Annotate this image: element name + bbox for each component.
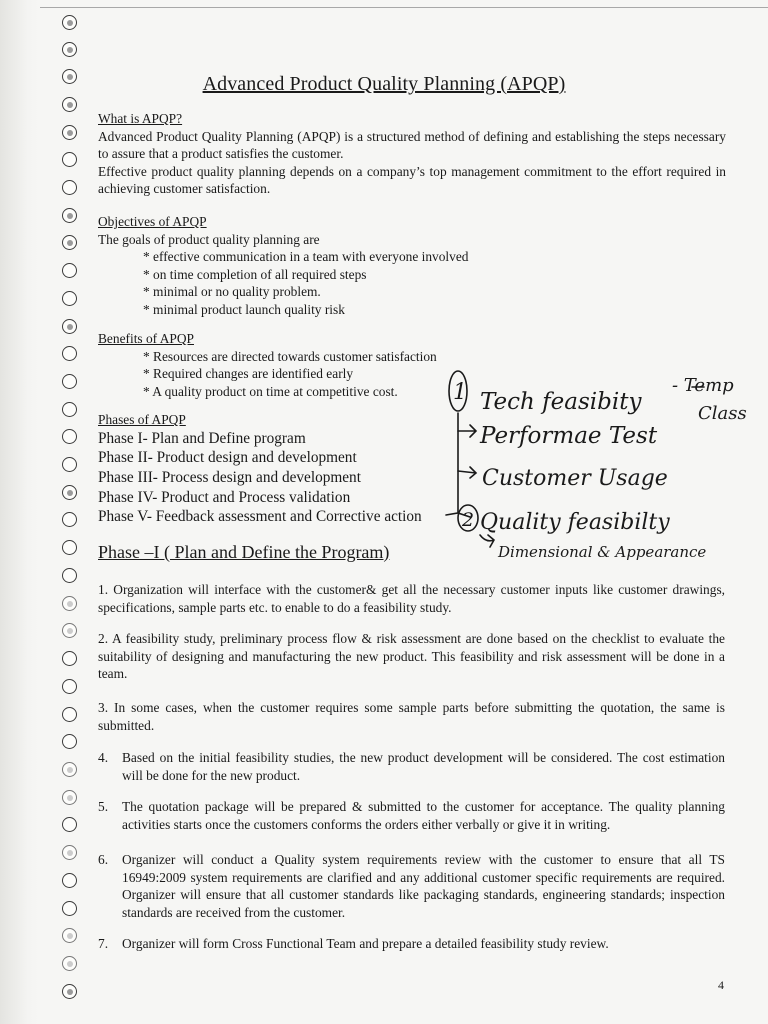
binder-hole	[62, 152, 77, 167]
binder-hole	[62, 707, 77, 722]
binder-hole	[62, 651, 77, 666]
binder-hole	[62, 263, 77, 278]
binder-hole	[62, 235, 77, 250]
what-paragraph-1: Advanced Product Quality Planning (APQP) is a structured method of defining and establishing the steps necessary to assure that a product satisfies the customer.	[98, 128, 726, 161]
item-number: 3.	[98, 700, 109, 715]
binder-hole	[62, 762, 77, 777]
item-text: A feasibility study, preliminary process flow & risk assessment are done based on the checklist to evaluate the suitability of designing and manufacturing the new product. This feasibility and risk assessment will be done in a team.	[98, 631, 725, 681]
item-text: Organization will interface with the customer& get all the necessary customer inputs like customer drawings, specifications, sample parts etc. to enable to do a feasibility study.	[98, 582, 725, 615]
binder-hole	[62, 568, 77, 583]
binder-hole	[62, 817, 77, 832]
phase1-item	[98, 935, 725, 953]
phase-item: Phase I- Plan and Define program	[98, 429, 306, 447]
objective-item: * minimal product launch quality risk	[143, 301, 345, 317]
binder-hole	[62, 402, 77, 417]
hw-performance-test: Performae Test	[480, 423, 658, 449]
hw-dimensional-appearance: Dimensional & Appearance	[498, 543, 707, 561]
binder-hole	[62, 125, 77, 140]
objectives-heading: Objectives of APQP	[98, 214, 207, 229]
objectives-section	[98, 213, 726, 318]
objective-item: * minimal or no quality problem.	[143, 284, 321, 299]
binder-hole	[62, 734, 77, 749]
item-number: 2.	[98, 631, 109, 646]
hw-temp: - Temp	[672, 375, 734, 396]
hw-customer-usage: Customer Usage	[482, 466, 668, 491]
benefit-item: * A quality product on time at competitive cost.	[143, 383, 398, 399]
binder-hole	[62, 596, 77, 611]
binder-hole	[62, 374, 77, 389]
item-number: 1.	[98, 582, 109, 597]
binder-hole	[62, 540, 77, 555]
benefit-item: * Resources are directed towards customer satisfaction	[143, 348, 437, 364]
hw-number-2: 2	[462, 509, 475, 531]
objective-item: * effective communication in a team with everyone involved	[143, 249, 469, 264]
phase1-heading: Phase –I ( Plan and Define the Program)	[98, 542, 390, 562]
binder-hole	[62, 873, 77, 888]
item-number: 7.	[98, 936, 109, 951]
what-heading: What is APQP?	[98, 111, 183, 126]
binder-hole	[62, 956, 77, 971]
binder-hole	[62, 790, 77, 805]
item-text: In some cases, when the customer requires some sample parts before submitting the quotation, the same is submitted.	[98, 700, 725, 733]
phase1-item	[98, 630, 725, 683]
handwritten-notes	[440, 365, 768, 570]
benefits-heading: Benefits of APQP	[98, 331, 194, 346]
item-number: 4.	[98, 750, 109, 765]
hw-class: Class	[698, 403, 747, 424]
binder-hole	[62, 928, 77, 943]
phase1-item	[98, 798, 725, 833]
what-section	[98, 110, 726, 198]
page-title: Advanced Product Quality Planning (APQP)	[202, 73, 566, 95]
binder-hole	[62, 346, 77, 361]
hw-number-1: 1	[453, 380, 467, 405]
binder-hole	[62, 15, 77, 30]
binder-hole	[62, 457, 77, 472]
binder-hole	[62, 291, 77, 306]
item-number: 6.	[98, 852, 109, 867]
phase1-item	[98, 581, 725, 616]
item-text: The quotation package will be prepared & submitted to the customer for acceptance. The quality planning activities starts once the customers conforms the orders either verbally or give it in writing.	[122, 799, 725, 832]
phase-item: Phase IV- Product and Process validation	[98, 488, 351, 506]
binder-holes	[62, 10, 84, 1020]
phase1-item	[98, 851, 725, 921]
objective-item: * on time completion of all required steps	[143, 266, 367, 282]
phase-item: Phase II- Product design and development	[98, 449, 357, 467]
binder-hole	[62, 319, 77, 334]
binder-hole	[62, 180, 77, 195]
binder-hole	[62, 679, 77, 694]
objectives-intro: The goals of product quality planning are	[98, 231, 320, 247]
phase-item: Phase III- Process design and development	[98, 468, 361, 486]
item-text: Organizer will form Cross Functional Team and prepare a detailed feasibility study review.	[122, 936, 609, 951]
scan-edge-shadow	[0, 0, 40, 1024]
binder-hole	[62, 208, 77, 223]
binder-hole	[62, 485, 77, 500]
hw-quality-feasibility: Quality feasibilty	[480, 510, 670, 535]
phase-item: Phase V- Feedback assessment and Corrective action	[98, 508, 422, 526]
what-paragraph-2: Effective product quality planning depends on a company’s top management commitment to the effort required in achieving customer satisfaction.	[98, 163, 726, 196]
phase1-item	[98, 699, 725, 734]
binder-hole	[62, 623, 77, 638]
binder-hole	[62, 42, 77, 57]
binder-hole	[62, 901, 77, 916]
binder-hole	[62, 429, 77, 444]
binder-hole	[62, 845, 77, 860]
phases-heading: Phases of APQP	[98, 412, 186, 427]
benefit-item: * Required changes are identified early	[143, 366, 354, 381]
item-number: 5.	[98, 799, 109, 814]
page-number: 4	[718, 978, 724, 992]
binder-hole	[62, 512, 77, 527]
hw-tech-feasibility: Tech feasibity	[480, 389, 642, 415]
binder-hole	[62, 984, 77, 999]
item-text: Organizer will conduct a Quality system requirements review with the customer to ensure that all TS 16949:2009 system requirements are clarified and any additional customer specific requirements are required. Organizer will ensure that all customer standards like packaging standards, engineering standards; inspection standards are received from the customer.	[122, 852, 725, 920]
top-rule	[40, 7, 768, 8]
phase1-item	[98, 749, 725, 784]
item-text: Based on the initial feasibility studies, the new product development will be considered. The cost estimation will be done for the new product.	[122, 750, 725, 783]
binder-hole	[62, 97, 77, 112]
